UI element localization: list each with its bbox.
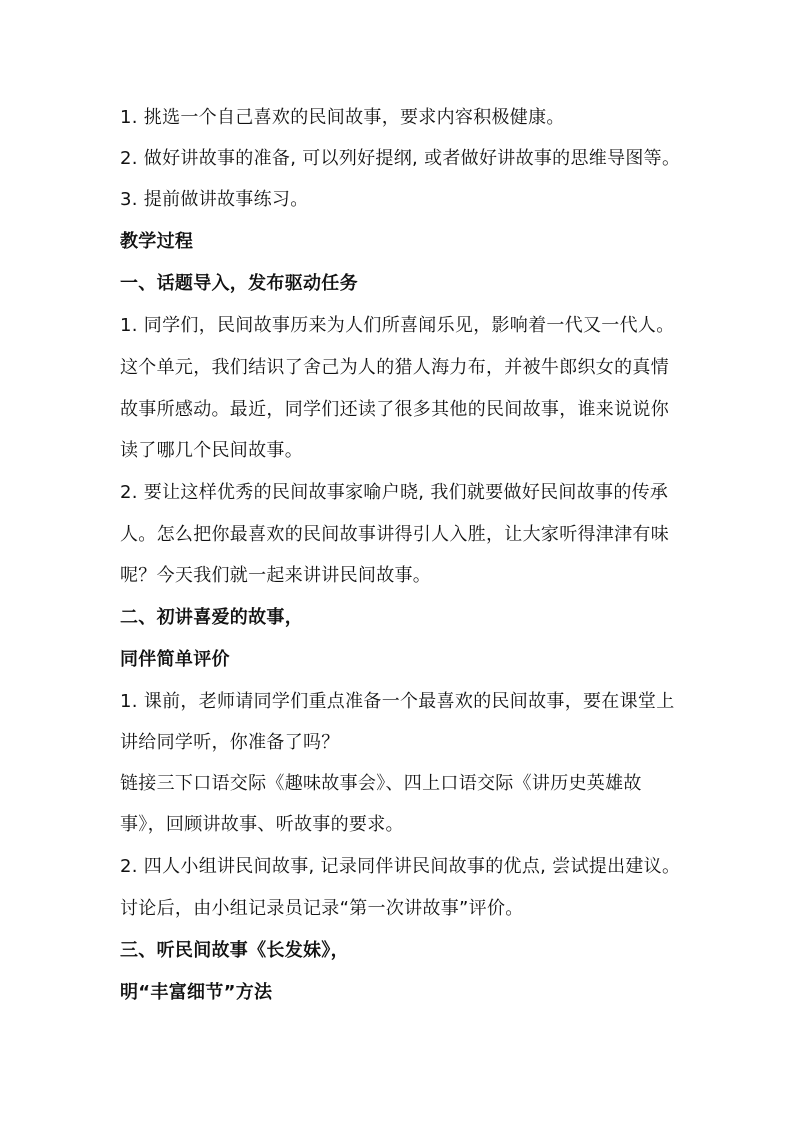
paragraph-line: 事》，回顾讲故事、听故事的要求。: [120, 814, 404, 835]
paragraph-line: 链接三下口语交际《趣味故事会》、四上口语交际《讲历史英雄故: [120, 773, 642, 794]
paragraph-line: 这个单元，我们结识了舍己为人的猎人海力布，并被牛郎织女的真情: [120, 357, 669, 378]
paragraph-line: 讨论后，由小组记录员记录“第一次讲故事”评价。: [120, 898, 524, 919]
requirement-3: 3. 提前做讲故事练习。: [120, 189, 309, 210]
paragraph-line: 呢？今天我们就一起来讲讲民间故事。: [120, 565, 432, 586]
paragraph-line: 1. 课前，老师请同学们重点准备一个最喜欢的民间故事，要在课堂上: [120, 691, 675, 712]
section-heading-1: 一、话题导入，发布驱动任务: [120, 273, 358, 294]
paragraph-line: 人。怎么把你最喜欢的民间故事讲得引人入胜，让大家听得津津有味: [120, 524, 669, 545]
requirement-2: 2. 做好讲故事的准备, 可以列好提纲, 或者做好讲故事的思维导图等。: [120, 148, 681, 169]
section-heading-2: 二、初讲喜爱的故事，: [120, 607, 303, 628]
requirement-1: 1. 挑选一个自己喜欢的民间故事，要求内容积极健康。: [120, 107, 565, 128]
section-heading-2-continued: 同伴简单评价: [120, 649, 230, 670]
section-heading-teaching-process: 教学过程: [120, 231, 194, 252]
paragraph-line: 2. 要让这样优秀的民间故事家喻户晓, 我们就要做好民间故事的传承: [120, 482, 669, 503]
paragraph-line: 2. 四人小组讲民间故事, 记录同伴讲民间故事的优点, 尝试提出建议。: [120, 856, 681, 877]
paragraph-line: 故事所感动。最近，同学们还读了很多其他的民间故事，谁来说说你: [120, 399, 669, 420]
paragraph-line: 1. 同学们，民间故事历来为人们所喜闻乐见，影响着一代又一代人。: [120, 315, 675, 336]
section-heading-3-continued: 明“丰富细节”方法: [120, 982, 273, 1003]
section-heading-3: 三、听民间故事《长发妹》，: [120, 940, 349, 961]
paragraph-line: 讲给同学听，你准备了吗？: [120, 732, 340, 753]
paragraph-line: 读了哪几个民间故事。: [120, 440, 303, 461]
